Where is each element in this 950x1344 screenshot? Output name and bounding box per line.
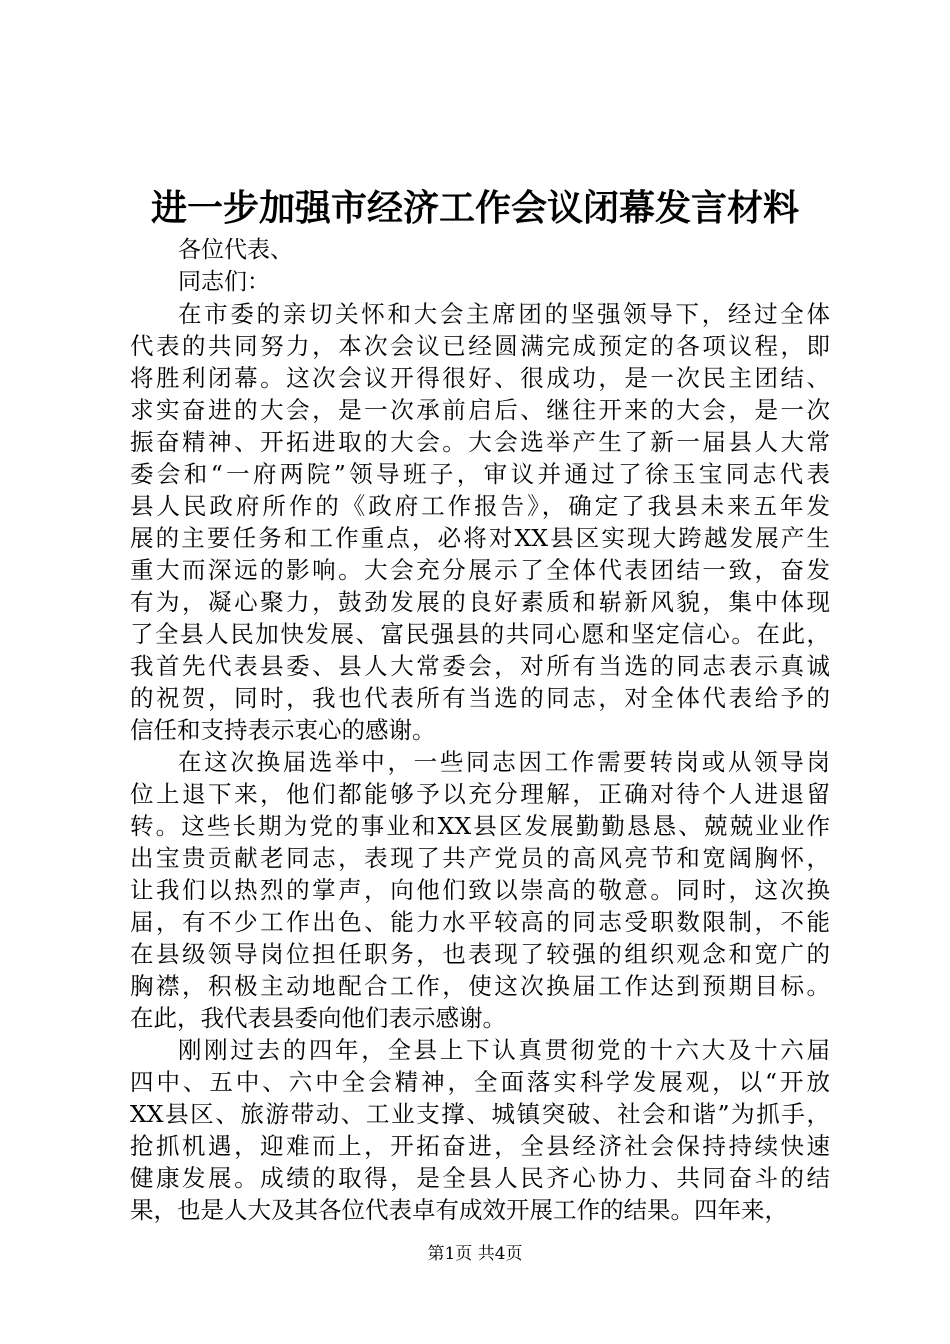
paragraph-line: 果，也是人大及其各位代表卓有成效开展工作的结果。四年来， xyxy=(130,1196,788,1224)
paragraph-line: 振奋精神、开拓进取的大会。大会选举产生了新一届县人大常 xyxy=(130,428,830,456)
paragraph-line: 信任和支持表示衷心的感谢。 xyxy=(130,716,436,744)
paragraph-line: 健康发展。成绩的取得，是全县人民齐心协力、共同奋斗的结 xyxy=(130,1164,830,1192)
paragraph xyxy=(130,1034,830,1226)
paragraph-line: 抢抓机遇，迎难而上，开拓奋进，全县经济社会保持持续快速 xyxy=(130,1132,830,1160)
paragraph-line: XX县区、旅游带动、工业支撑、城镇突破、社会和谐”为抓手， xyxy=(130,1100,830,1128)
paragraph-line: 出宝贵贡献老同志，表现了共产党员的高风亮节和宽阔胸怀， xyxy=(130,844,830,872)
paragraph-line: 重大而深远的影响。大会充分展示了全体代表团结一致，奋发 xyxy=(130,556,830,584)
paragraph-line: 委会和“一府两院”领导班子，审议并通过了徐玉宝同志代表 xyxy=(130,460,830,488)
paragraph-line: 四中、五中、六中全会精神，全面落实科学发展观，以“开放 xyxy=(130,1068,830,1096)
paragraph-line: 了全县人民加快发展、富民强县的共同心愿和坚定信心。在此， xyxy=(130,620,830,648)
paragraph-line: 届，有不少工作出色、能力水平较高的同志受职数限制，不能 xyxy=(130,908,830,936)
paragraph-line: 转。这些长期为党的事业和XX县区发展勤勤恳恳、兢兢业业作 xyxy=(130,812,830,840)
salutation-line: 同志们： xyxy=(178,269,270,295)
paragraph-line: 让我们以热烈的掌声，向他们致以崇高的敬意。同时，这次换 xyxy=(130,876,830,904)
paragraph-line: 在此，我代表县委向他们表示感谢。 xyxy=(130,1004,506,1032)
paragraph-line: 刚刚过去的四年，全县上下认真贯彻党的十六大及十六届 xyxy=(178,1036,830,1064)
paragraph xyxy=(130,298,830,746)
paragraph-line: 在县级领导岗位担任职务，也表现了较强的组织观念和宽广的 xyxy=(130,940,830,968)
paragraph-line: 的祝贺，同时，我也代表所有当选的同志，对全体代表给予的 xyxy=(130,684,830,712)
paragraph-line: 在市委的亲切关怀和大会主席团的坚强领导下，经过全体 xyxy=(178,300,830,328)
page-number-footer: 第1页 共4页 xyxy=(427,1244,523,1264)
paragraph-line: 展的主要任务和工作重点，必将对XX县区实现大跨越发展产生 xyxy=(130,524,830,552)
salutation-line: 各位代表、 xyxy=(178,237,293,263)
document-title: 进一步加强市经济工作会议闭幕发言材料 xyxy=(150,188,799,229)
paragraph xyxy=(130,746,830,1034)
paragraph-line: 代表的共同努力，本次会议已经圆满完成预定的各项议程，即 xyxy=(130,332,830,360)
paragraph-line: 县人民政府所作的《政府工作报告》，确定了我县未来五年发 xyxy=(130,492,830,520)
paragraph-line: 求实奋进的大会，是一次承前启后、继往开来的大会，是一次 xyxy=(130,396,830,424)
paragraph-line: 我首先代表县委、县人大常委会，对所有当选的同志表示真诚 xyxy=(130,652,830,680)
paragraph-line: 将胜利闭幕。这次会议开得很好、很成功，是一次民主团结、 xyxy=(130,364,830,392)
paragraph-list xyxy=(130,298,830,1226)
paragraph-line: 有为，凝心聚力，鼓劲发展的良好素质和崭新风貌，集中体现 xyxy=(130,588,830,616)
paragraph-line: 在这次换届选举中，一些同志因工作需要转岗或从领导岗 xyxy=(178,748,830,776)
paragraph-line: 位上退下来，他们都能够予以充分理解，正确对待个人进退留 xyxy=(130,780,830,808)
paragraph-line: 胸襟，积极主动地配合工作，使这次换届工作达到预期目标。 xyxy=(130,972,830,1000)
document-body xyxy=(130,234,830,1226)
